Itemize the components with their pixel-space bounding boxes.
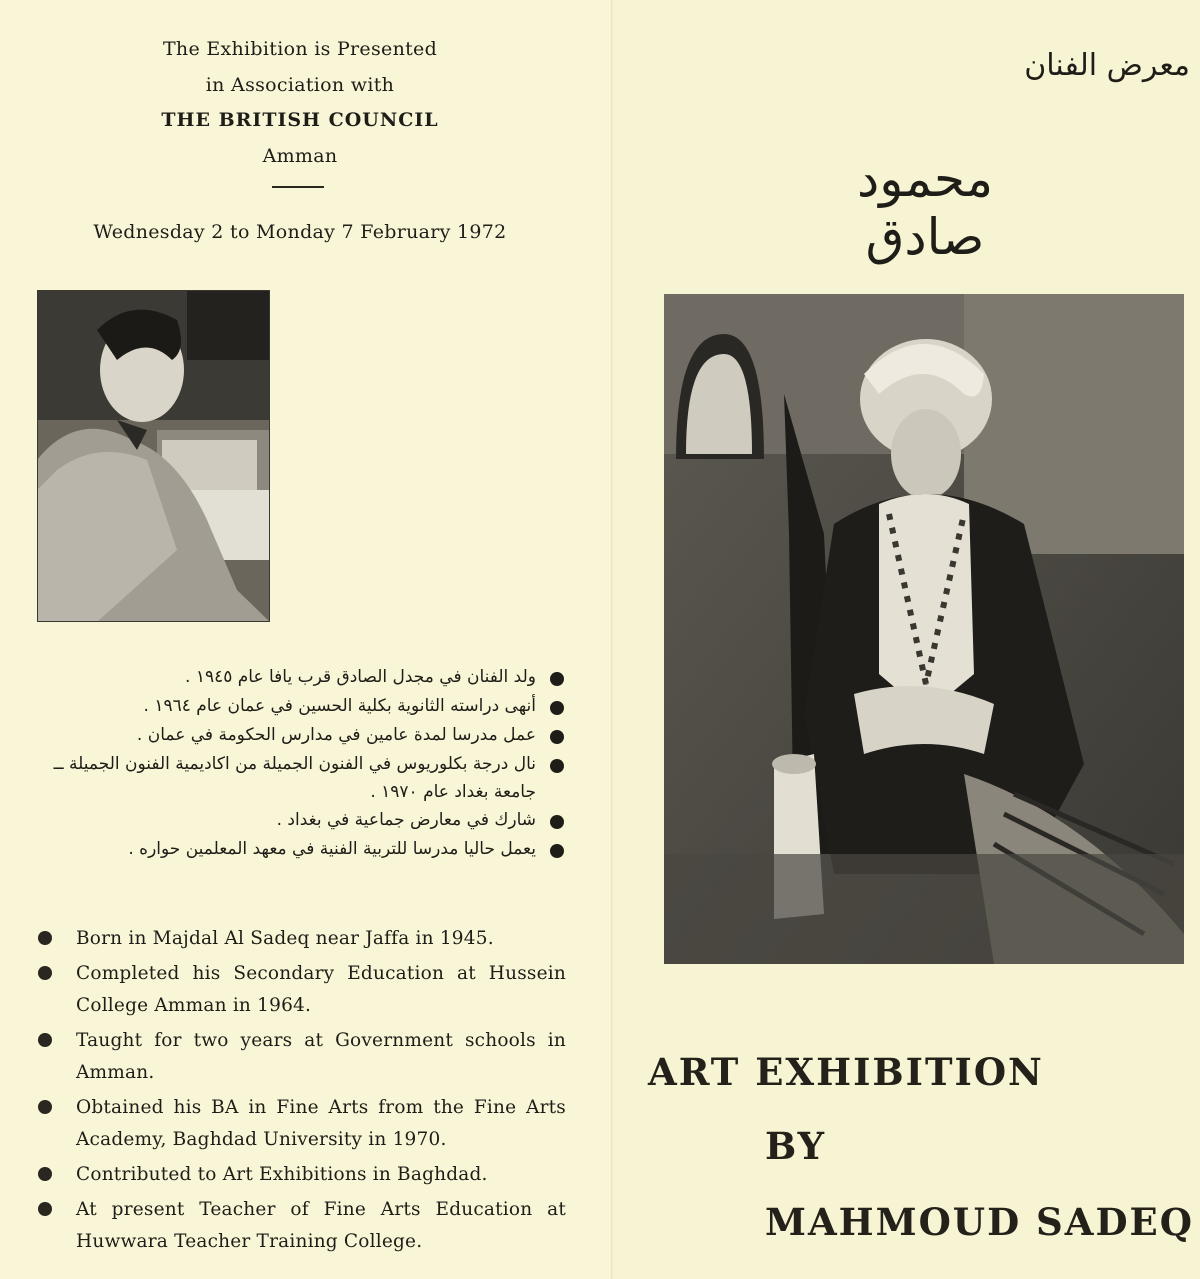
fold-line xyxy=(611,0,613,1279)
bullet-icon xyxy=(38,966,52,980)
list-item: Contributed to Art Exhibitions in Baghdad. xyxy=(36,1159,566,1191)
bullet-icon xyxy=(38,1033,52,1047)
list-item: Completed his Secondary Education at Hussein College Amman in 1964. xyxy=(36,958,566,1022)
arabic-artist-name: محمود صادق xyxy=(856,150,994,266)
list-item: Taught for two years at Government schools in Amman. xyxy=(36,1025,566,1089)
list-item: Obtained his BA in Fine Arts from the Fine Arts Academy, Baghdad University in 1970. xyxy=(36,1092,566,1156)
title-line-2: BY xyxy=(765,1124,827,1168)
bullet-icon xyxy=(550,759,564,773)
list-item: شارك في معارض جماعية في بغداد . xyxy=(28,806,568,835)
painting-image xyxy=(664,294,1184,964)
intro-city: Amman xyxy=(262,145,338,167)
intro-line-1: The Exhibition is Presented xyxy=(162,38,438,60)
bullet-icon xyxy=(550,701,564,715)
bullet-icon xyxy=(38,1100,52,1114)
list-item: يعمل حاليا مدرسا للتربية الفنية في معهد المعلمين حواره . xyxy=(28,835,568,864)
intro-line-2: in Association with xyxy=(205,74,395,96)
bullet-icon xyxy=(550,844,564,858)
list-item: At present Teacher of Fine Arts Education at Huwwara Teacher Training College. xyxy=(36,1194,566,1258)
title-line-3: MAHMOUD SADEQ xyxy=(765,1200,1194,1244)
exhibition-dates: Wednesday 2 to Monday 7 February 1972 xyxy=(93,221,507,243)
bullet-icon xyxy=(38,1167,52,1181)
title-line-1: ART EXHIBITION xyxy=(648,1050,1044,1094)
list-item: أنهى دراسته الثانوية بكلية الحسين في عمان عام ١٩٦٤ . xyxy=(28,692,568,721)
list-item: Born in Majdal Al Sadeq near Jaffa in 1945. xyxy=(36,923,566,955)
bullet-icon xyxy=(550,730,564,744)
bullet-icon xyxy=(550,672,564,686)
arabic-bio-list xyxy=(28,663,568,864)
artist-photo xyxy=(37,290,270,622)
list-item: نال درجة بكلوريوس في الفنون الجميلة من اكاديمية الفنون الجميلة ــ جامعة بغداد عام ١٩٧٠ . xyxy=(28,750,568,806)
bullet-icon xyxy=(38,1202,52,1216)
bullet-icon xyxy=(550,815,564,829)
bullet-icon xyxy=(38,931,52,945)
divider xyxy=(272,186,324,188)
arabic-heading: معرض الفنان xyxy=(1024,48,1190,83)
list-item: عمل مدرسا لمدة عامين في مدارس الحكومة في عمان . xyxy=(28,721,568,750)
intro-org: THE BRITISH COUNCIL xyxy=(161,109,439,131)
english-bio-list xyxy=(36,923,566,1261)
list-item: ولد الفنان في مجدل الصادق قرب يافا عام ١٩٤٥ . xyxy=(28,663,568,692)
